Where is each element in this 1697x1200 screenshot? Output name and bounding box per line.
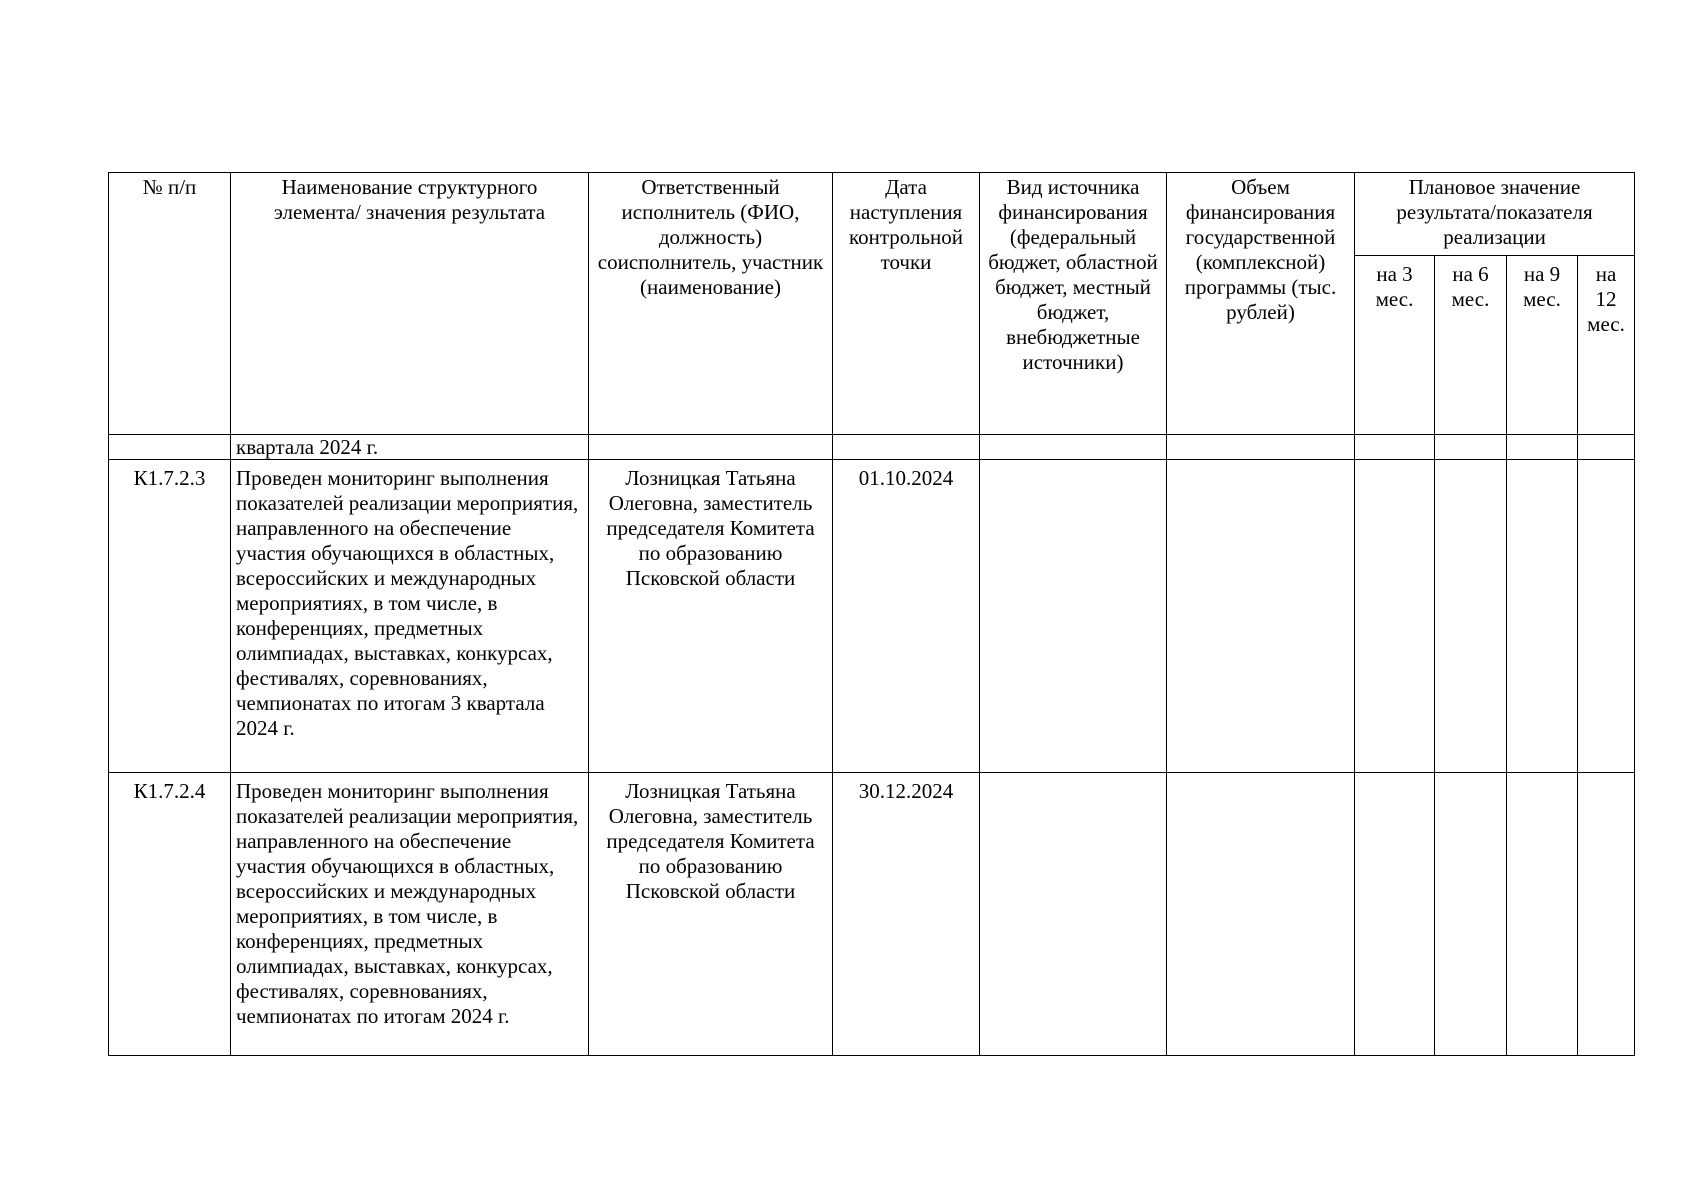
cell-q12 (1578, 435, 1635, 460)
cell-q6 (1435, 435, 1507, 460)
header-q9: на 9 мес. (1507, 256, 1578, 435)
cell-q12 (1578, 460, 1635, 773)
table-row (109, 460, 1635, 773)
cell-num (109, 435, 231, 460)
cell-responsible: Лозницкая Татьяна Олеговна, заместитель председателя Комитета по образованию Псковской области (589, 773, 833, 1056)
cell-date (833, 435, 980, 460)
cell-name: Проведен мониторинг выполнения показателей реализации мероприятия, направленного на обеспечение участия обучающихся в областных, всероссийских и международных мероприятиях, в том числе, в конференциях, предметных олимпиадах, выставках, конкурсах, фестивалях, соревнованиях, чемпионатах по итогам 2024 г. (231, 773, 589, 1056)
cell-volume (1167, 773, 1355, 1056)
cell-name: квартала 2024 г. (231, 435, 589, 460)
header-name: Наименование структурного элемента/ значения результата (231, 173, 589, 435)
plan-table (108, 172, 1635, 1056)
cell-source (980, 435, 1167, 460)
table-row (109, 773, 1635, 1056)
cell-responsible: Лозницкая Татьяна Олеговна, заместитель председателя Комитета по образованию Псковской области (589, 460, 833, 773)
cell-q3 (1355, 435, 1435, 460)
cell-volume (1167, 460, 1355, 773)
cell-name: Проведен мониторинг выполнения показателей реализации мероприятия, направленного на обеспечение участия обучающихся в областных, всероссийских и международных мероприятиях, в том числе, в конференциях, предметных олимпиадах, выставках, конкурсах, фестивалях, соревнованиях, чемпионатах по итогам 3 квартала 2024 г. (231, 460, 589, 773)
header-q3: на 3 мес. (1355, 256, 1435, 435)
header-row (109, 173, 1635, 256)
cell-q9 (1507, 460, 1578, 773)
cell-q12 (1578, 773, 1635, 1056)
cell-source (980, 460, 1167, 773)
header-volume: Объем финансирования государственной (комплексной) программы (тыс. рублей) (1167, 173, 1355, 435)
table-row-continuation (109, 435, 1635, 460)
header-plan: Плановое значение результата/показателя реализации (1355, 173, 1635, 256)
cell-num: К1.7.2.4 (109, 773, 231, 1056)
cell-date: 30.12.2024 (833, 773, 980, 1056)
cell-q9 (1507, 435, 1578, 460)
cell-q6 (1435, 773, 1507, 1056)
cell-q3 (1355, 460, 1435, 773)
cell-q9 (1507, 773, 1578, 1056)
cell-volume (1167, 435, 1355, 460)
cell-responsible (589, 435, 833, 460)
cell-num: К1.7.2.3 (109, 460, 231, 773)
header-date: Дата наступления контрольной точки (833, 173, 980, 435)
header-num: № п/п (109, 173, 231, 435)
header-q6: на 6 мес. (1435, 256, 1507, 435)
header-q12: на 12 мес. (1578, 256, 1635, 435)
cell-source (980, 773, 1167, 1056)
cell-q6 (1435, 460, 1507, 773)
header-source: Вид источника финансирования (федеральный бюджет, областной бюджет, местный бюджет, внебюджетные источники) (980, 173, 1167, 435)
header-responsible: Ответственный исполнитель (ФИО, должность) соисполнитель, участник (наименование) (589, 173, 833, 435)
cell-date: 01.10.2024 (833, 460, 980, 773)
cell-q3 (1355, 773, 1435, 1056)
